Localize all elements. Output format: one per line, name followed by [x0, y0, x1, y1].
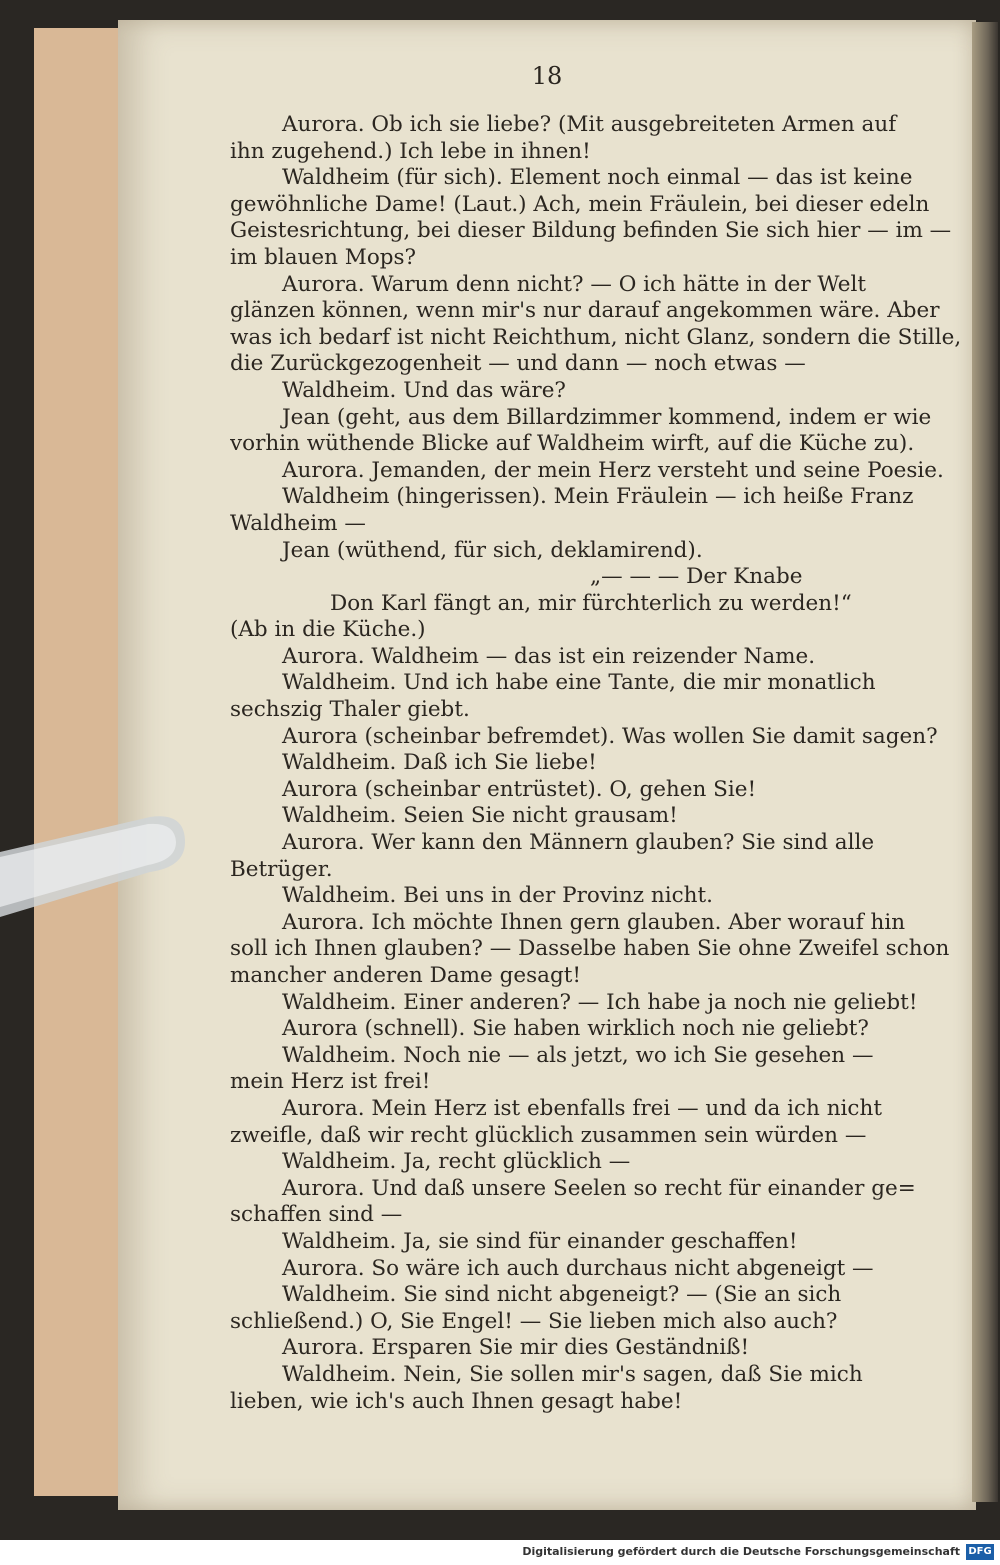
digitization-footer	[0, 1540, 1000, 1565]
text-line: Aurora. Ich möchte Ihnen gern glauben. Aber worauf hin	[282, 909, 906, 935]
text-line: mein Herz ist frei!	[230, 1069, 431, 1095]
text-line: schaffen sind —	[230, 1202, 403, 1228]
text-line: Waldheim. Einer anderen? — Ich habe ja noch nie geliebt!	[282, 989, 918, 1015]
text-line: Aurora. Und daß unsere Seelen so recht für einander ge=	[282, 1175, 916, 1201]
text-line: Aurora (scheinbar entrüstet). O, gehen Sie!	[282, 776, 757, 802]
text-line: Waldheim. Sie sind nicht abgeneigt? — (Sie an sich	[282, 1282, 842, 1308]
text-line: Waldheim. Ja, recht glücklich —	[282, 1149, 631, 1175]
text-line: Betrüger.	[230, 856, 333, 882]
text-line: Waldheim. Daß ich Sie liebe!	[282, 750, 597, 776]
text-line: Waldheim. Nein, Sie sollen mir's sagen, daß Sie mich	[282, 1361, 863, 1387]
text-line: Waldheim (hingerissen). Mein Fräulein — ich heiße Franz	[282, 484, 914, 510]
text-line: Aurora. So wäre ich auch durchaus nicht abgeneigt —	[282, 1255, 874, 1281]
text-line: glänzen können, wenn mir's nur darauf angekommen wäre. Aber	[230, 298, 940, 324]
text-line: Aurora. Mein Herz ist ebenfalls frei — und da ich nicht	[282, 1095, 882, 1121]
text-line: Waldheim —	[230, 510, 366, 536]
footer-credit: Digitalisierung gefördert durch die Deutsche Forschungsgemeinschaft	[522, 1545, 960, 1558]
text-line: soll ich Ihnen glauben? — Dasselbe haben Sie ohne Zweifel schon	[230, 936, 950, 962]
text-line: Jean (wüthend, für sich, deklamirend).	[282, 537, 703, 563]
text-line: Aurora. Jemanden, der mein Herz versteht und seine Poesie.	[282, 457, 944, 483]
text-line: lieben, wie ich's auch Ihnen gesagt habe!	[230, 1388, 683, 1414]
text-line: sechszig Thaler giebt.	[230, 697, 470, 723]
text-line: Waldheim. Ja, sie sind für einander geschaffen!	[282, 1228, 798, 1254]
text-line: Aurora. Ersparen Sie mir dies Geständniß!	[282, 1335, 750, 1361]
text-line: Aurora. Waldheim — das ist ein reizender Name.	[282, 643, 816, 669]
text-line: (Ab in die Küche.)	[230, 617, 426, 643]
page-clip-holder	[0, 812, 190, 932]
text-line: Aurora (scheinbar befremdet). Was wollen Sie damit sagen?	[282, 723, 938, 749]
text-line: gewöhnliche Dame! (Laut.) Ach, mein Fräulein, bei dieser edeln	[230, 191, 930, 217]
text-line: im blauen Mops?	[230, 244, 417, 270]
text-line: was ich bedarf ist nicht Reichthum, nicht Glanz, sondern die Stille,	[230, 324, 962, 350]
text-line: Waldheim (für sich). Element noch einmal — das ist keine	[282, 165, 913, 191]
text-line: Waldheim. Seien Sie nicht grausam!	[282, 803, 678, 829]
text-line: schließend.) O, Sie Engel! — Sie lieben mich also auch?	[230, 1308, 838, 1334]
text-line: Aurora. Wer kann den Männern glauben? Sie sind alle	[282, 830, 875, 856]
page-text	[230, 112, 1000, 1415]
dfg-logo: DFG	[966, 1544, 994, 1560]
text-line: Aurora (schnell). Sie haben wirklich noch nie geliebt?	[282, 1016, 869, 1042]
text-line: Aurora. Ob ich sie liebe? (Mit ausgebreiteten Armen auf	[282, 112, 897, 137]
text-line: Geistesrichtung, bei dieser Bildung befinden Sie sich hier — im —	[230, 218, 952, 244]
text-line: Waldheim. Und das wäre?	[282, 377, 566, 403]
text-line: zweifle, daß wir recht glücklich zusammen sein würden —	[230, 1122, 867, 1148]
text-line: ihn zugehend.) Ich lebe in ihnen!	[230, 138, 591, 164]
text-line: Aurora. Warum denn nicht? — O ich hätte in der Welt	[282, 271, 867, 297]
text-line: Waldheim. Und ich habe eine Tante, die mir monatlich	[282, 670, 876, 696]
text-line: Waldheim. Noch nie — als jetzt, wo ich Sie gesehen —	[282, 1042, 874, 1068]
text-line: Jean (geht, aus dem Billardzimmer kommend, indem er wie	[282, 404, 932, 430]
book-cover-edge	[34, 28, 128, 1496]
text-line: „— — — Der Knabe	[590, 564, 803, 590]
text-line: vorhin wüthende Blicke auf Waldheim wirft, auf die Küche zu).	[230, 431, 915, 457]
text-line: mancher anderen Dame gesagt!	[230, 963, 581, 988]
text-line: Waldheim. Bei uns in der Provinz nicht.	[282, 883, 713, 909]
book-page	[118, 20, 976, 1510]
page-edge-shadow	[972, 22, 998, 1502]
text-line: Don Karl fängt an, mir fürchterlich zu werden!“	[330, 590, 852, 616]
page-number: 18	[531, 62, 563, 90]
text-line: die Zurückgezogenheit — und dann — noch etwas —	[230, 351, 806, 377]
